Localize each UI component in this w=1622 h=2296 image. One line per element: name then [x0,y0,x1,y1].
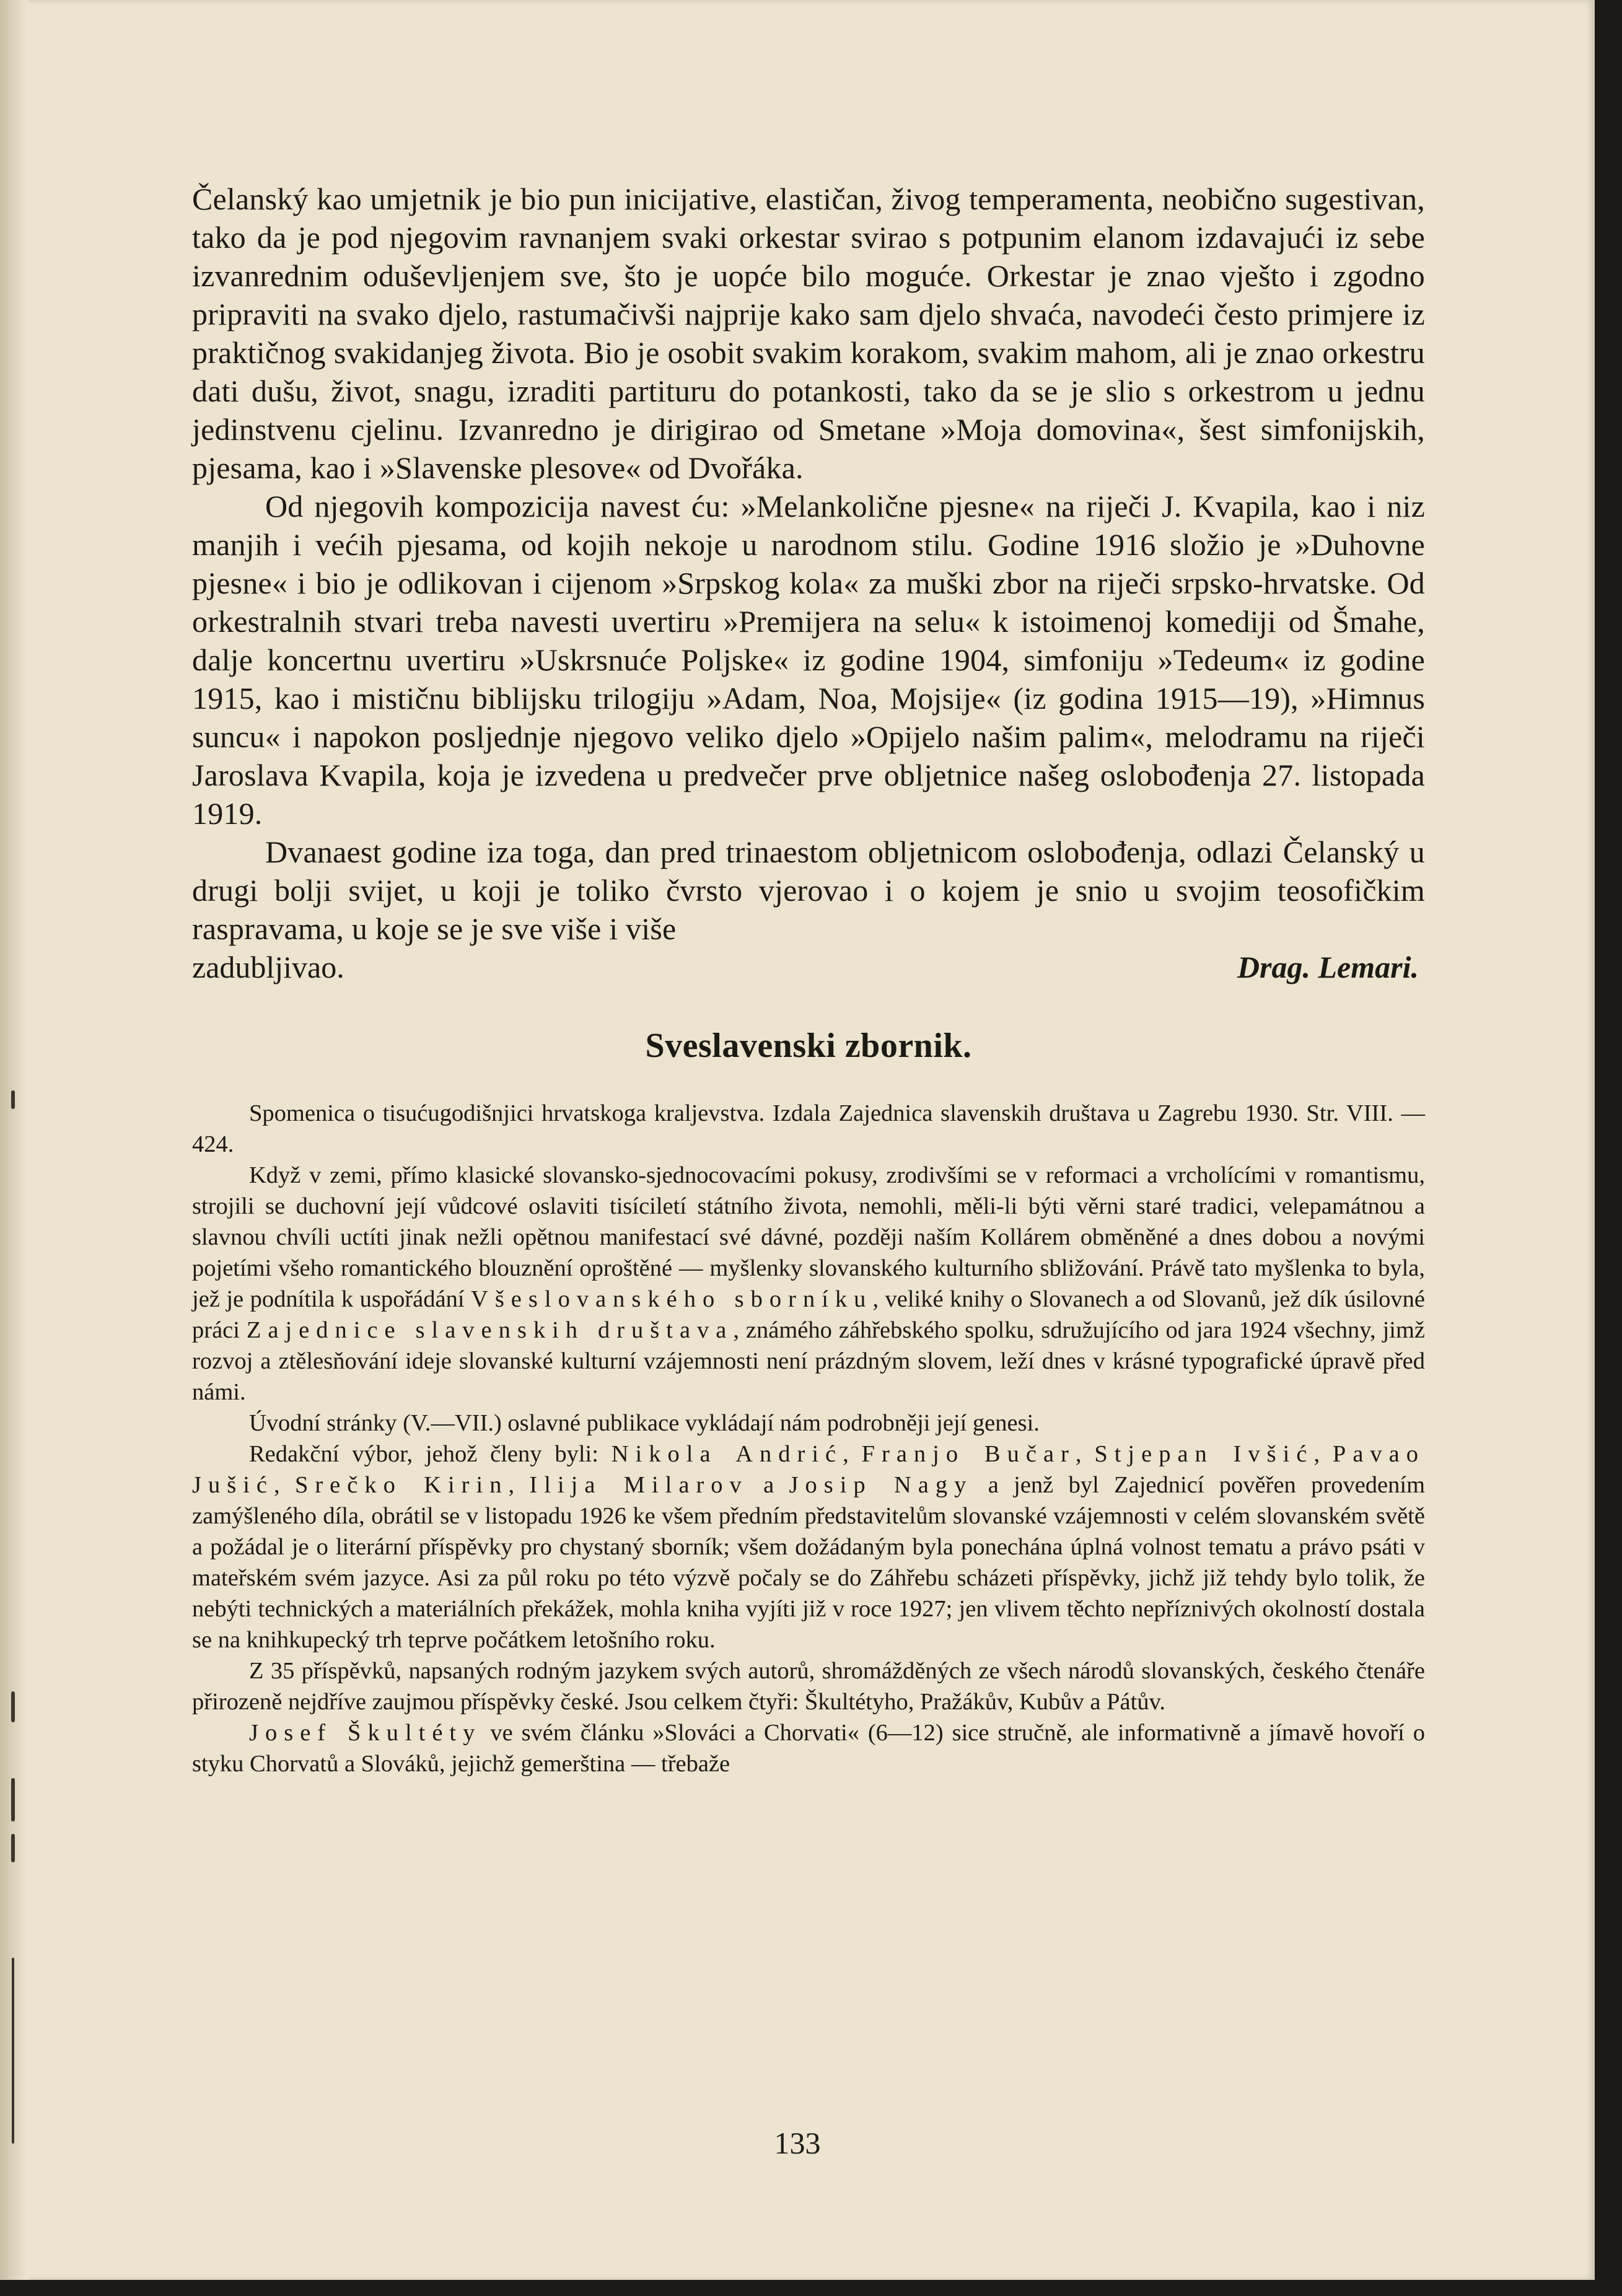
review-body [192,1098,1425,1779]
article-paragraph: Od njegovih kompozicija navest ću: »Melankolične pjesne« na riječi J. Kvapila, kao i niz manjih i većih pjesama, od kojih nekoje u narodnom stilu. Godine 1916 složio je »Duhovne pjesne« i bio je odlikovan i cijenom »Srpskog kola« za muški zbor na riječi srpsko-hrvatske. Od orkestralnih stvari treba navesti uvertiru »Premijera na selu« k istoimenoj komediji od Šmahe, dalje koncertnu uvertiru »Uskrsnuće Poljske« iz godine 1904, simfoniju »Tedeum« iz godine 1915, kao i mističnu biblijsku trilogiju »Adam, Noa, Mojsije« (iz godina 1915—19), »Himnus suncu« i napokon posljednje njegovo veliko djelo »Opijelo našim palim«, melodramu na riječi Jaroslava Kvapila, koja je izvedena u predvečer prve obljetnice našeg oslobođenja 27. listopada 1919. [192,489,1425,831]
editor-name: Stjepan Ivšić [1094,1441,1314,1467]
review-paragraph: Úvodní stránky (V.—VII.) oslavné publikace vykládají nám podrobněji její genesi. [249,1410,1040,1436]
author-signature: Drag. Lemari. [1237,950,1419,984]
binding-mark [11,1090,15,1109]
article-paragraph: Čelanský kao umjetnik je bio pun inicijative, elastičan, živog temperamenta, neobično sugestivan, tako da je pod njegovim ravnanjem svaki orkestar svirao s potpunim elanom izdavajući iz sebe izvanrednim oduševljenjem sve, što je uopće bilo moguće. Orkestar je znao vješto i zgodno pripraviti na svako djelo, rastumačivši najprije kako sam djelo shvaća, navodeći često primjere iz praktičnog svakidanjeg života. Bio je osobit svakim korakom, svakim mahom, ali je znao orkestru dati dušu, život, snagu, izraditi partituru do potankosti, tako da se je slio s orkestrom u jednu jedinstvenu cjelinu. Izvanredno je dirigirao od Smetane »Moja domovina«, šest simfonijskih, pjesama, kao i »Slavenske plesove« od Dvořáka. [192,182,1425,485]
text-run: , známého záhřebského spolku, sdružujícího od jara 1924 všechny, jimž rozvoj a ztělesňování ideje slovanské kulturní vzájemnosti není prázdným slovem, leží dnes v krásné typografické úpravě před námi. [192,1317,1425,1405]
editor-name: Srečko Kirin [294,1472,509,1498]
binding-mark [11,1778,15,1821]
text-run: a jenž byl Zajednicí pověřen provedením zamýšleného díla, obrátil se v listopadu 1926 ke všem předním představitelům slovanské vzájemnosti v celém slovanském světě a požádal je o literární příspěvky pro chystaný sborník; všem dožádaným byla ponechána úplná volnost tematu a právo psáti v mateřském svém jazyce. Asi za půl roku po této výzvě počaly se do Záhřebu scházeti příspěvky, jichž již tehdy bylo tolik, že nebýti technických a materiálních překážek, mohla kniha vyjíti již v roce 1927; jen vlivem těchto nepříznivých okolností dostala se na knihkupecký trh teprve počátkem letošního roku. [192,1472,1426,1653]
publisher-name-spaced: Zajednice slavenskih društava [246,1317,734,1343]
binding-mark [11,1834,15,1862]
closing-word: zadubljivao. [192,950,344,984]
review-paragraph: Z 35 příspěvků, napsaných rodným jazykem svých autorů, shromážděných ze všech národů slovanských, českého čtenáře přirozeně nejdříve zaujmou příspěvky české. Jsou celkem čtyři: Škultétyho, Pražákův, Kubův a Pátův. [192,1658,1425,1715]
page-number: 133 [774,2126,821,2160]
text-run: Když v zemi, přímo klasické slovansko-sjednocovacími pokusy, zrodivšími se v reformaci a vrcholícími v romantismu, strojili se duchovní její vůdcové oslaviti tisíciletí státního života, nemohli, měli-li býti věrni staré tradici, velepamátnou a slavnou chvíli uctíti jinak nežli opětnou manifestací své dávné, později naším Kollárem obměněné a dnes dobou a novými pojetími všeho romantického blouznění oproštěné — myšlenky slovanského kulturního sbližování. Právě tato myšlenka to byla, jež je podnítila k uspořádání [192,1162,1425,1312]
review-paragraph [192,1160,1425,1408]
editor-name: Ilija Milarov [529,1472,748,1498]
editor-name: Nikola Andrić [611,1441,843,1467]
book-citation: Spomenica o tisućugodišnjici hrvatskoga kraljevstva. Izdala Zajednica slavenskih društava u Zagrebu 1930. Str. VIII. — 424. [192,1100,1425,1157]
book-title-spaced: Všeslovanského sborníku [471,1286,873,1312]
section-title: Sveslavenski zbornik. [645,1027,972,1065]
text-run: ve svém článku »Slováci a Chorvati« (6—12) sice stručně, ale informativně a jímavě hovoří o styku Chorvatů a Slováků, jejichž gemerština — třebaže [192,1720,1426,1777]
page-binding-edge [0,0,28,2280]
review-paragraph [192,1717,1425,1779]
binding-mark [12,1958,14,2144]
review-paragraph: Redakční výbor, jehož členy byli: Nikola Andrić, Franjo Bučar, Stjepan Ivšić, Pavao Jušić, Srečko Kirin, Ilija Milarov a Josip Nagy a jenž byl Zajednicí pověřen provedením zamýšleného díla, obrátil se v listopadu 1926 ke všem předním představitelům slovanské vzájemnosti v celém slovanském světě a požádal je o literární příspěvky pro chystaný sborník; všem dožádaným byla ponechána úplná volnost tematu a právo psáti v mateřském svém jazyce. Asi za půl roku po této výzvě počaly se do Záhřebu scházeti příspěvky, jichž již tehdy bylo tolik, že nebýti technických a materiálních překážek, mohla kniha vyjíti již v roce 1927; jen vlivem těchto nepříznivých okolností dostala se na knihkupecký trh teprve počátkem letošního roku. [192,1441,1426,1653]
editor-name: Josip Nagy [789,1472,973,1498]
article-paragraph: Dvanaest godine iza toga, dan pred trinaestom obljetnicom oslobođenja, odlazi Čelanský u drugi bolji svijet, u koji je toliko čvrsto vjerovao i o kojem je snio u svojim teosofičkim raspravama, u koje se je sve više i više [192,835,1425,946]
text-run: a [763,1472,774,1498]
page-content [192,180,1425,1779]
article-body [192,180,1425,986]
text-run: Redakční výbor, jehož členy byli: [249,1441,598,1467]
author-name-spaced: Josef Škultéty [249,1720,482,1746]
editor-name: Franjo Bučar [861,1441,1076,1467]
editor-name: Pavao Jušić [192,1441,1425,1498]
closing-line [192,948,1425,986]
binding-mark [11,1691,15,1722]
text-run: , veliké knihy o Slovanech a od Slovanů, jež dík úsilovné práci [192,1286,1425,1343]
